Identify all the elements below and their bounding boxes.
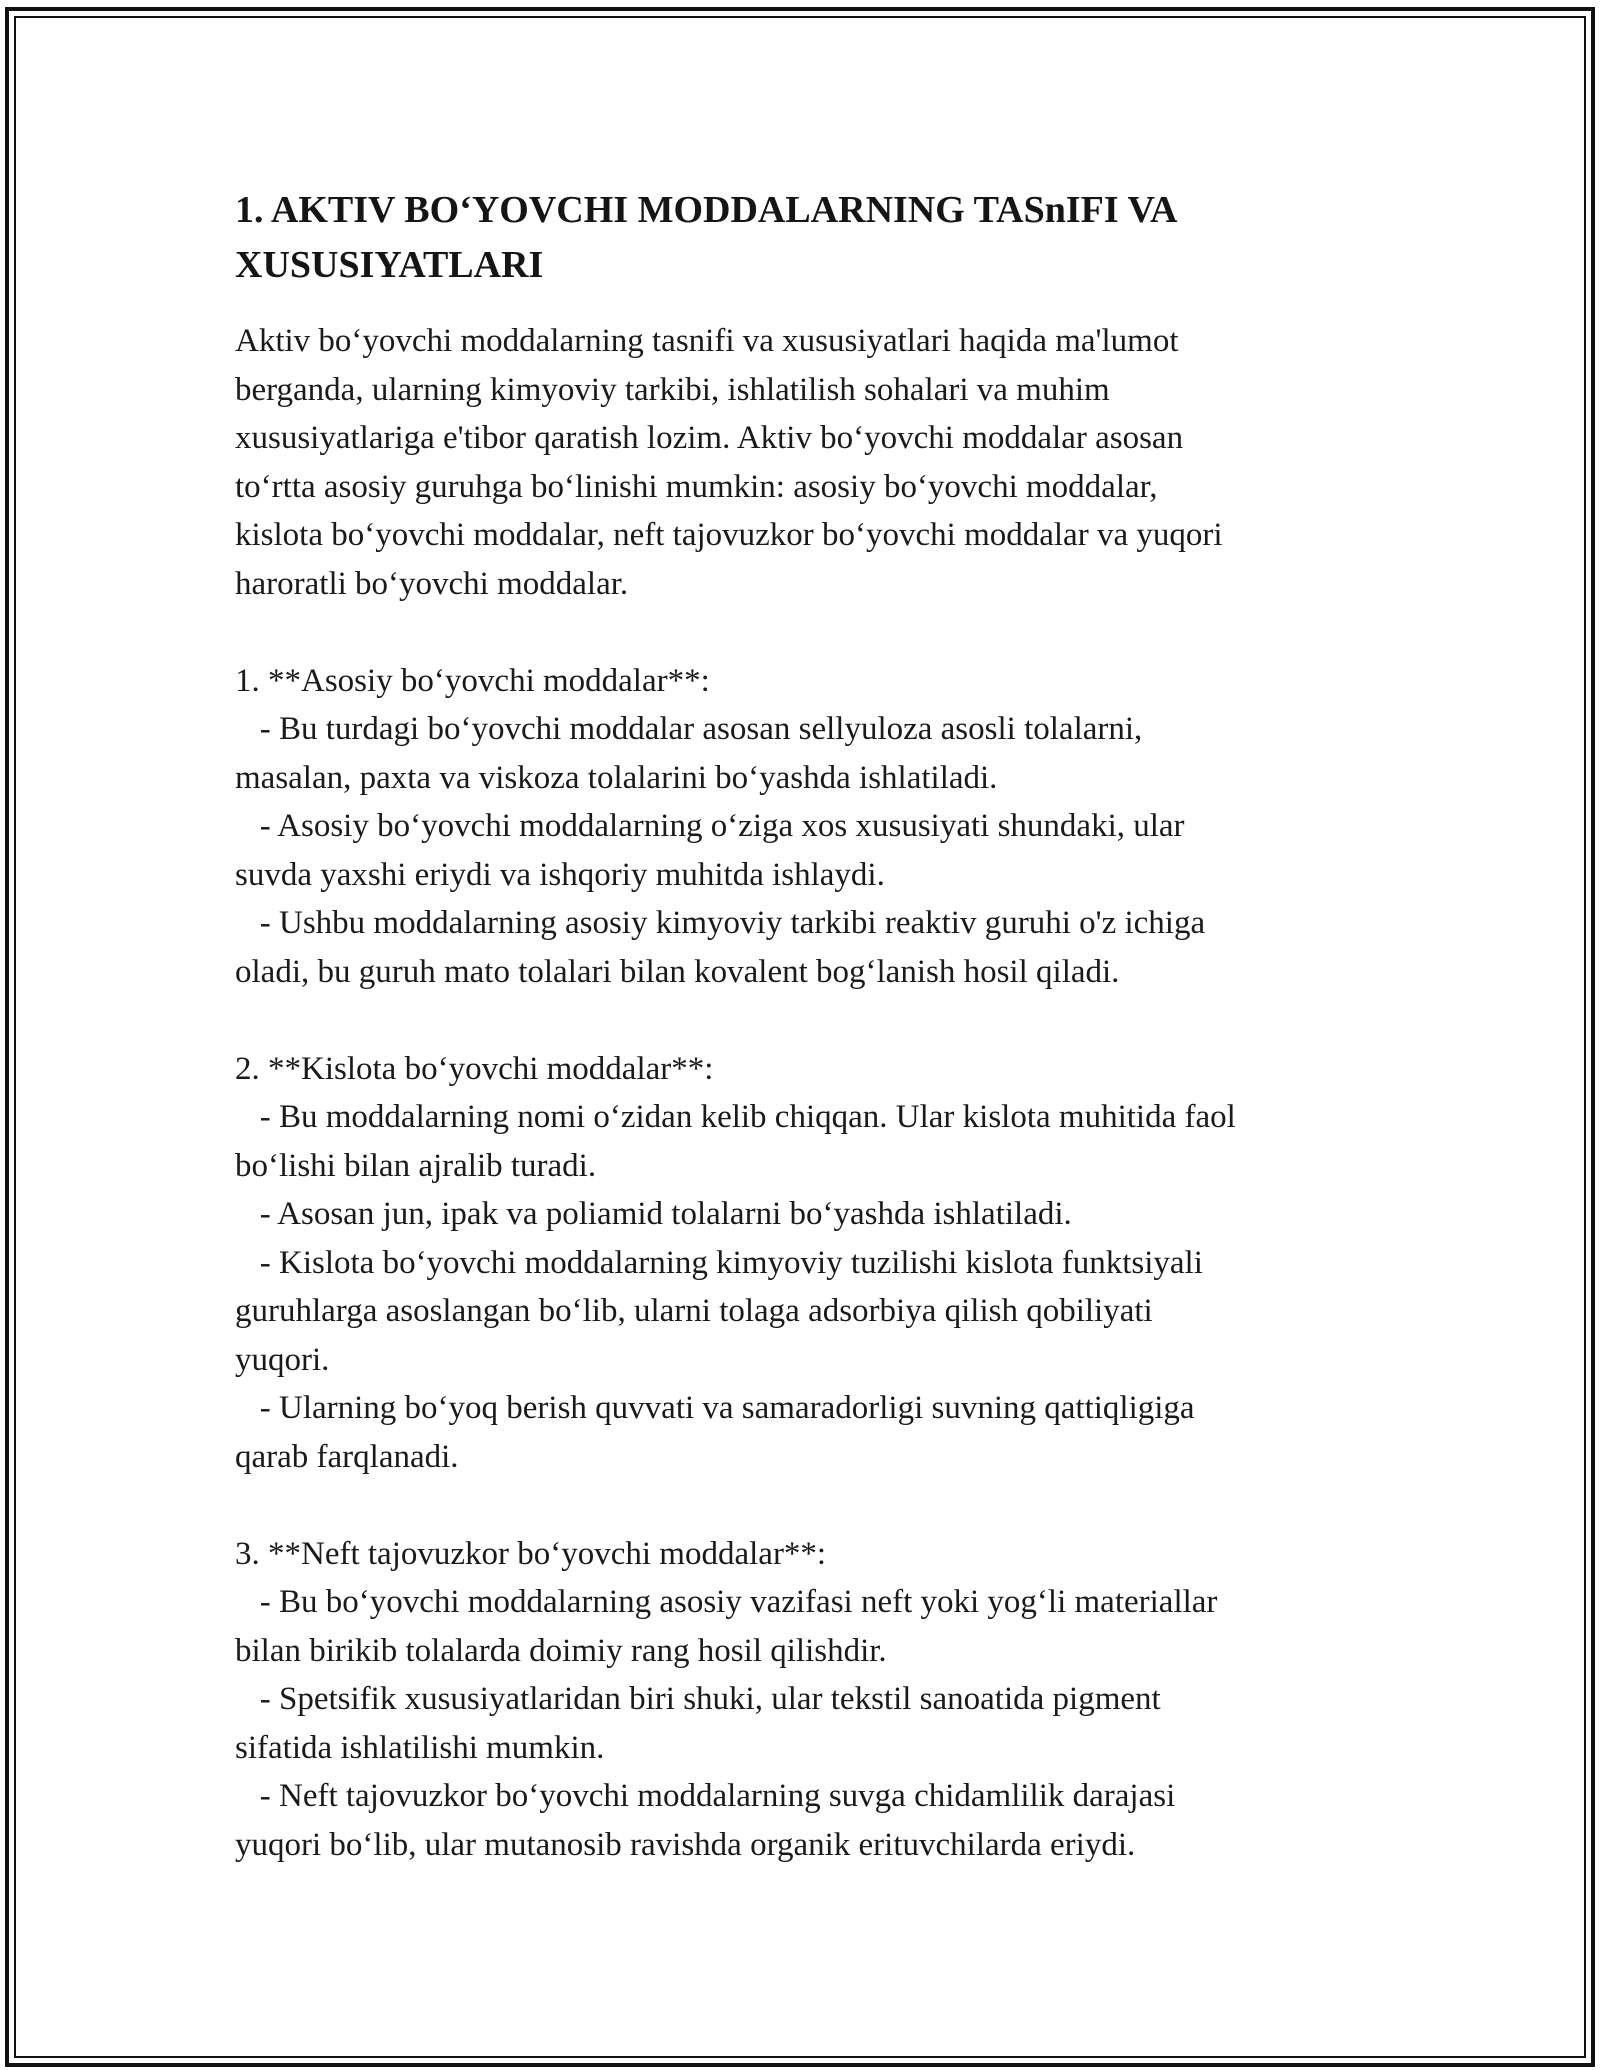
section-oil-dyes: 3. **Neft tajovuzkor bo‘yovchi moddalar**: - Bu bo‘yovchi moddalarning asosiy vazifasi neft yoki yog‘li materiallar bilan birikib tolalarda doimiy rang hosil qilishdir. - Spetsifik xususiyatlaridan biri shuki, ular tekstil sanoatida pigment sifatida ishlatilishi mumkin. - Neft tajovuzkor bo‘yovchi moddalarning suvga chidamlilik darajasi yuqori bo‘lib, ular mutanosib ravishda organik erituvchilarda eriydi. bbox=[235, 1535, 1218, 1863]
intro-paragraph: Aktiv bo‘yovchi moddalarning tasnifi va xususiyatlari haqida ma'lumot berganda, ularning kimyoviy tarkibi, ishlatilish sohalari va muhim xususiyatlariga e'tibor qaratish lozim. Aktiv bo‘yovchi moddalar asosan to‘rtta asosiy guruhga bo‘linishi mumkin: asosiy bo‘yovchi moddalar, kislota bo‘yovchi moddalar, neft tajovuzkor bo‘yovchi moddalar va yuqori haroratli bo‘yovchi moddalar. bbox=[235, 323, 1223, 602]
section-spacer bbox=[235, 608, 1365, 657]
page-title: 1. AKTIV BO‘YOVCHI MODDALARNING TASnIFI VA XUSUSIYATLARI bbox=[235, 189, 1176, 286]
section-spacer bbox=[235, 996, 1365, 1045]
section-acid-dyes: 2. **Kislota bo‘yovchi moddalar**: - Bu moddalarning nomi o‘zidan kelib chiqqan. Ular kislota muhitida faol bo‘lishi bilan ajralib turadi. - Asosan jun, ipak va poliamid tolalarni bo‘yashda ishlatiladi. - Kislota bo‘yovchi moddalarning kimyoviy tuzilishi kislota funktsiyali guruhlarga asoslangan bo‘lib, ularni tolaga adsorbiya qilish qobiliyati yuqori. - Ularning bo‘yoq berish quvvati va samaradorligi suvning qattiqligiga qarab farqlanadi. bbox=[235, 1050, 1236, 1475]
section-basic-dyes: 1. **Asosiy bo‘yovchi moddalar**: - Bu turdagi bo‘yovchi moddalar asosan sellyuloza asosli tolalarni, masalan, paxta va viskoza tolalarini bo‘yashda ishlatiladi. - Asosiy bo‘yovchi moddalarning o‘ziga xos xususiyati shundaki, ular suvda yaxshi eriydi va ishqoriy muhitda ishlaydi. - Ushbu moddalarning asosiy kimyoviy tarkibi reaktiv guruhi o'z ichiga oladi, bu guruh mato tolalari bilan kovalent bog‘lanish hosil qiladi. bbox=[235, 662, 1206, 990]
document-body bbox=[235, 183, 1365, 1869]
section-spacer bbox=[235, 1481, 1365, 1530]
